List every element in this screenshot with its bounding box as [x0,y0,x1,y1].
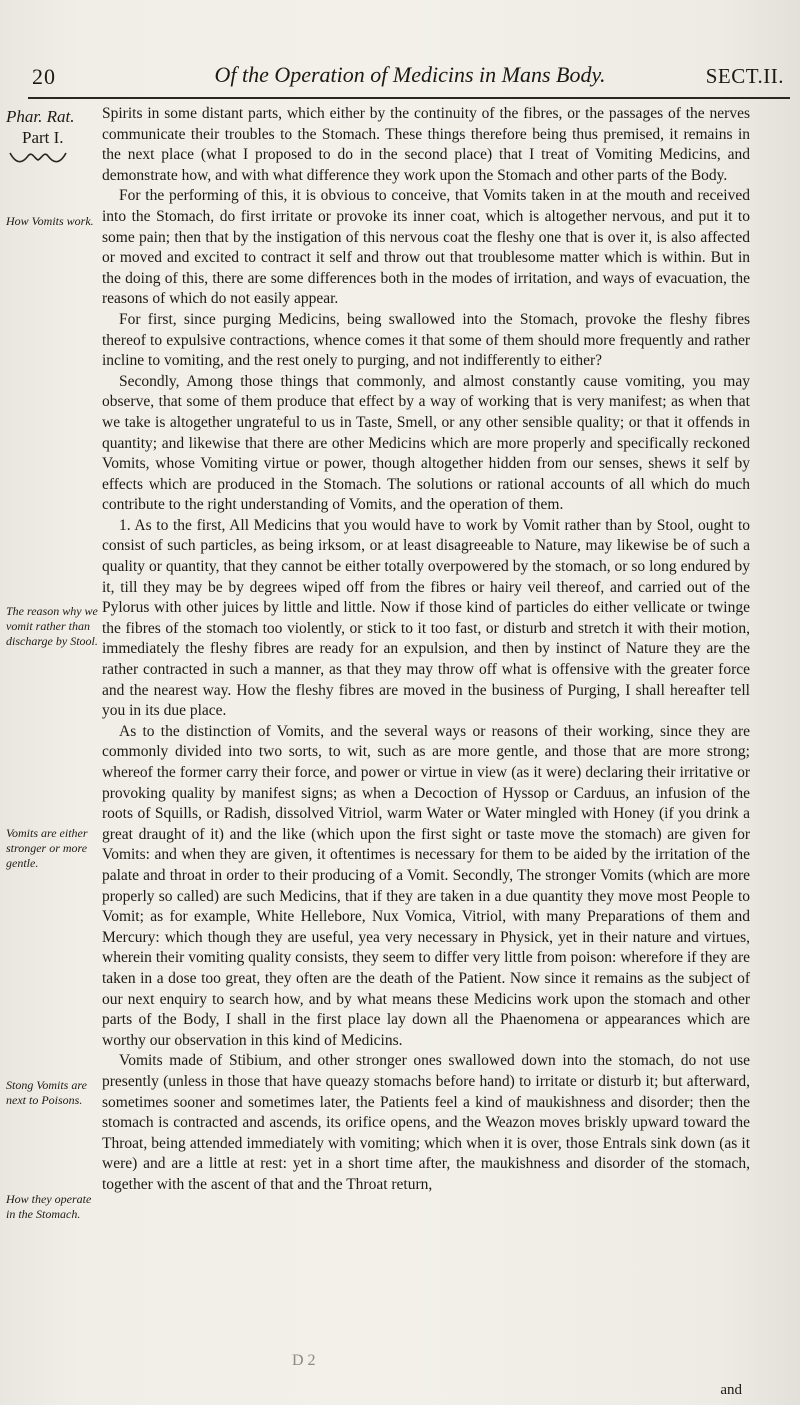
paragraph: For the performing of this, it is obvious to conceive, that Vomits taken in at the mouth and received into the Stomach, do first irritate or provoke its inner coat, which is altogether nervous, and put it to some pain; then that by the instigation of this nervous coat the fleshy one that is over it, is also affected or moved and excited to contract it self and throw out that troublesome matter which is within. But in the doing of this, there are some differences both in the modes of irritation, and ways of evacuation, the reasons of which do not easily appear. [102,187,750,308]
paragraph: Vomits made of Stibium, and other stronger ones swallowed down into the stomach, do not use presently (unless in those that have queazy stomachs before hand) to irritate or disturb it; but afterward, sometimes sooner and sometimes later, the Patients feel a kind of maukishness and disorder; then the stomach is contracted and ascends, its orifice opens, and the Weazon moves briskly upward toward the Throat, being attended immediately with vomiting; which when it is over, those Entrals sink down (as it were) and are a little at rest: yet in a short time after, the maukishness and disorder of the stomach, together with the ascent of that and the Throat return, [102,1052,750,1193]
margin-note-reason-vomit: The reason why we vomit rather than discharge by Stool. [6,604,98,648]
paragraph: As to the distinction of Vomits, and the several ways or reasons of their working, since they are commonly divided into two sorts, to wit, such as are more gentle, and those that are more strong; whereof the former carry their force, and power or virtue in view (as it were) declaring their irritative or provoking quality by manifest signs; as when a Decoction of Hyssop or Carduus, an infusion of the roots of Squills, or Radish, dissolved Vitriol, warm Water or Water mingled with Honey (if you drink a great draught of it) and the like (which upon the first sight or taste move the stomach) are given for Vomits: and when they are given, it oftentimes is necessary for them to be aided by the irritation of the palate and throat in order to their producing of a Vomit. Secondly, The stronger Vomits (which are more properly so called) are such Medicins, that if they are taken in a due quantity they move most People to Vomit; as for example, White Hellebore, Nux Vomica, Vitriol, with many Preparations of them and Mercury: which though they are useful, yea very necessary in Physick, yet in their nature and virtues, wherein their vomiting quality consists, they seem to differ very little from poison: wherefore if they are taken in a dose too great, they often are the death of the Patient. Now since it remains as the subject of our next enquiry to search how, and by what means these Medicins work upon the stomach and other parts of the Body, I shall in the first place lay down all the Phaenomena or appearances which are worthy our observation in this kind of Medicins. [102,722,750,1049]
signature-mark: D 2 [292,1352,316,1369]
margin-note-operation-stomach: How they operate in the Stomach. [6,1192,92,1221]
paragraph: Secondly, Among those things that commonly, and almost constantly cause vomiting, you may observe, that some of them produce that effect by a way of working that is very manifest; as when that we take is altogether ungrateful to us in Taste, Smell, or any other sensible quality; or that it offends in quantity; and likewise that there are other Medicins which are more properly and specifically reckoned Vomits, whose Vomiting virtue or power, though altogether hidden from our senses, shews it self by effects which are produced in the Stomach. The solutions or rational accounts of all which do much contribute to the right understanding of Vomits, and the operation of them. [102,372,750,514]
margin-note-strong-vomits: Stong Vomits are next to Poisons. [6,1078,87,1107]
page-header [28,58,792,92]
section-label: SECT.II. [705,64,784,88]
chapter-label-line2: Part I. [22,128,64,147]
page-number: 20 [32,64,56,89]
chapter-label-line1: Phar. Rat. [6,107,75,126]
margin-note-vomit-kinds: Vomits are either stronger or more gentle. [6,826,88,870]
margin-notes [6,0,98,1405]
header-rule [28,97,790,99]
paragraph: For first, since purging Medicins, being swallowed into the Stomach, provoke the fleshy fibres thereof to expulsive contractions, whence comes it that some of them should more frequently and rather incline to vomiting, and the rest onely to purging, and not indifferently to either? [102,310,750,370]
running-title: Of the Operation of Medicins in Mans Body. [214,62,606,87]
margin-note-how-vomits-work: How Vomits work. [6,214,94,228]
paragraph: Spirits in some distant parts, which either by the continuity of the fibres, or the passages of the nerves communicate their troubles to the Stomach. These things therefore being thus premised, it remains in the next place (what I proposed to do in the second place) that I treat of Vomiting Medicins, and demonstrate how, and with what difference they work upon the Stomach and other parts of the Body. [102,105,750,184]
catchword: and [720,1382,742,1398]
paragraph: 1. As to the first, All Medicins that you would have to work by Vomit rather than by Stool, ought to consist of such particles, as being irksom, or at least disagreeable to Nature, may likewise be of such a quality or quantity, that they cannot be either totally overpowered by the stomach, or so long endured by it, till they may be by degrees wiped off from the fibres or hairy veil thereof, and carried out of the Pylorus with other juices by little and little. Now if those kind of particles do either vellicate or twinge the fibres of the stomach too violently, or stick to it too fast, or disturb and stretch it with their motion, immediately the fleshy fibres are ready for an expulsion, and then by instinct of Nature they are the rather contracted in such a manner, as that they may throw off what is offensive with the greater force and the nearest way. How the fleshy fibres are moved in the business of Purging, I shall hereafter tell you in its due place. [102,516,750,720]
main-text [102,104,750,1195]
